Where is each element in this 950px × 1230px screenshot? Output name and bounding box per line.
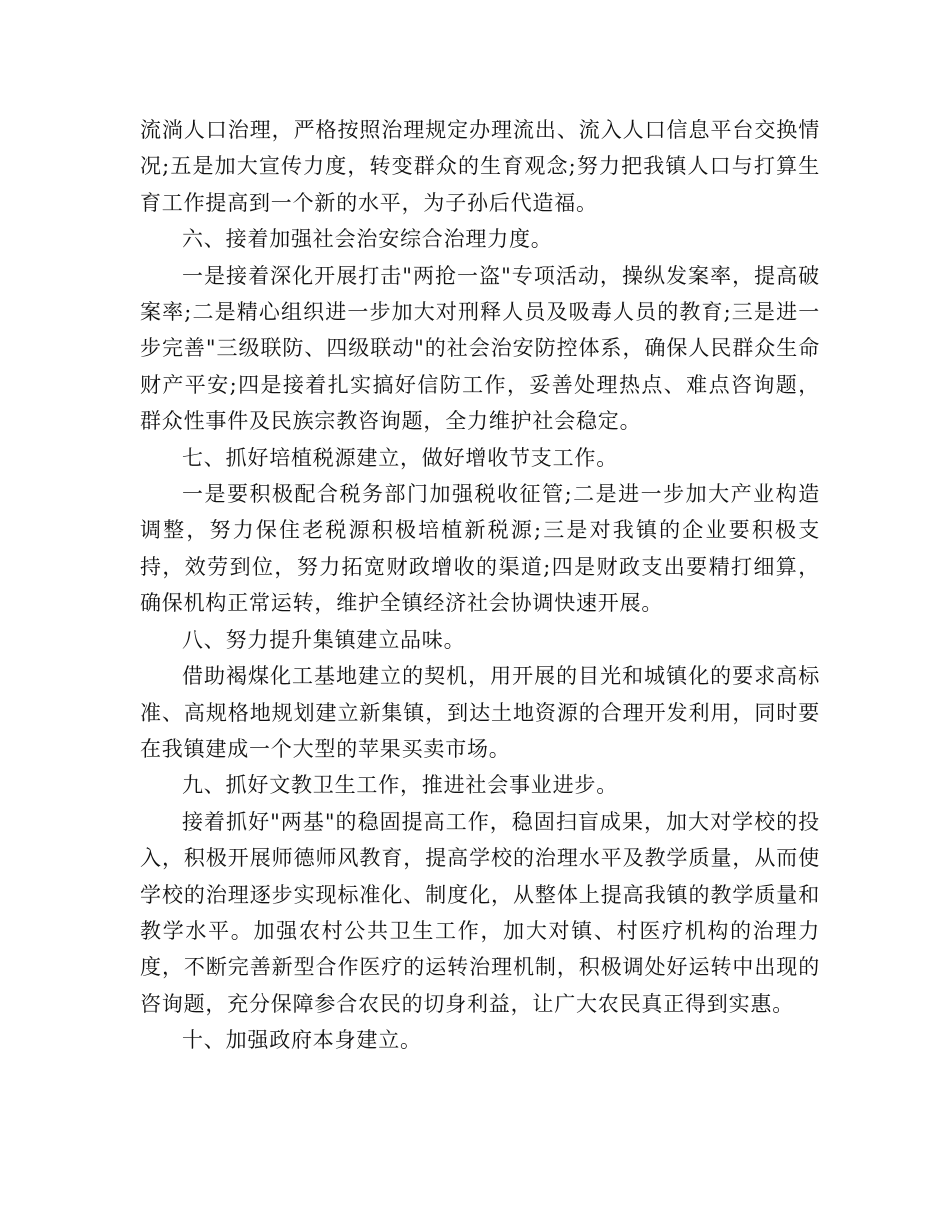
body-paragraph: 接着抓好"两基"的稳固提高工作，稳固扫盲成果，加大对学校的投入，积极开展师德师风教育，提高学校的治理水平及教学质量，从而使学校的治理逐步实现标准化、制度化，从整体上提高我镇的教学质量和教学水平。加强农村公共卫生工作，加大对镇、村医疗机构的治理力度，不断完善新型合作医疗的运转治理机制，积极调处好运转中出现的咨询题，充分保障参合农民的切身利益，让广大农民真正得到实惠。 [140,809,820,1016]
section-heading-7: 七、抓好培植税源建立，做好增收节支工作。 [182,445,618,470]
section-heading-6: 六、接着加强社会治安综合治理力度。 [182,227,553,252]
document-page [140,112,820,1059]
body-paragraph: 一是接着深化开展打击"两抢一盗"专项活动，操纵发案率，提高破案率;二是精心组织进一步加大对刑释人员及吸毒人员的教育;三是进一步完善"三级联防、四级联动"的社会治安防控体系，确保人民群众生命财产平安;四是接着扎实搞好信防工作，妥善处理热点、难点咨询题，群众性事件及民族宗教咨询题，全力维护社会稳定。 [140,263,820,434]
body-paragraph: 借助褐煤化工基地建立的契机，用开展的目光和城镇化的要求高标准、高规格地规划建立新集镇，到达土地资源的合理开发利用，同时要在我镇建成一个大型的苹果买卖市场。 [140,664,820,761]
section-heading-10: 十、加强政府本身建立。 [182,1028,422,1053]
body-paragraph: 流淌人口治理，严格按照治理规定办理流出、流入人口信息平台交换情况;五是加大宣传力度，转变群众的生育观念;努力把我镇人口与打算生育工作提高到一个新的水平，为子孙后代造福。 [140,118,820,215]
body-paragraph: 一是要积极配合税务部门加强税收征管;二是进一步加大产业构造调整，努力保住老税源积极培植新税源;三是对我镇的企业要积极支持，效劳到位，努力拓宽财政增收的渠道;四是财政支出要精打细算，确保机构正常运转，维护全镇经济社会协调快速开展。 [140,482,820,616]
section-heading-9: 九、抓好文教卫生工作，推进社会事业进步。 [182,773,618,798]
section-heading-8: 八、努力提升集镇建立品味。 [182,627,466,652]
